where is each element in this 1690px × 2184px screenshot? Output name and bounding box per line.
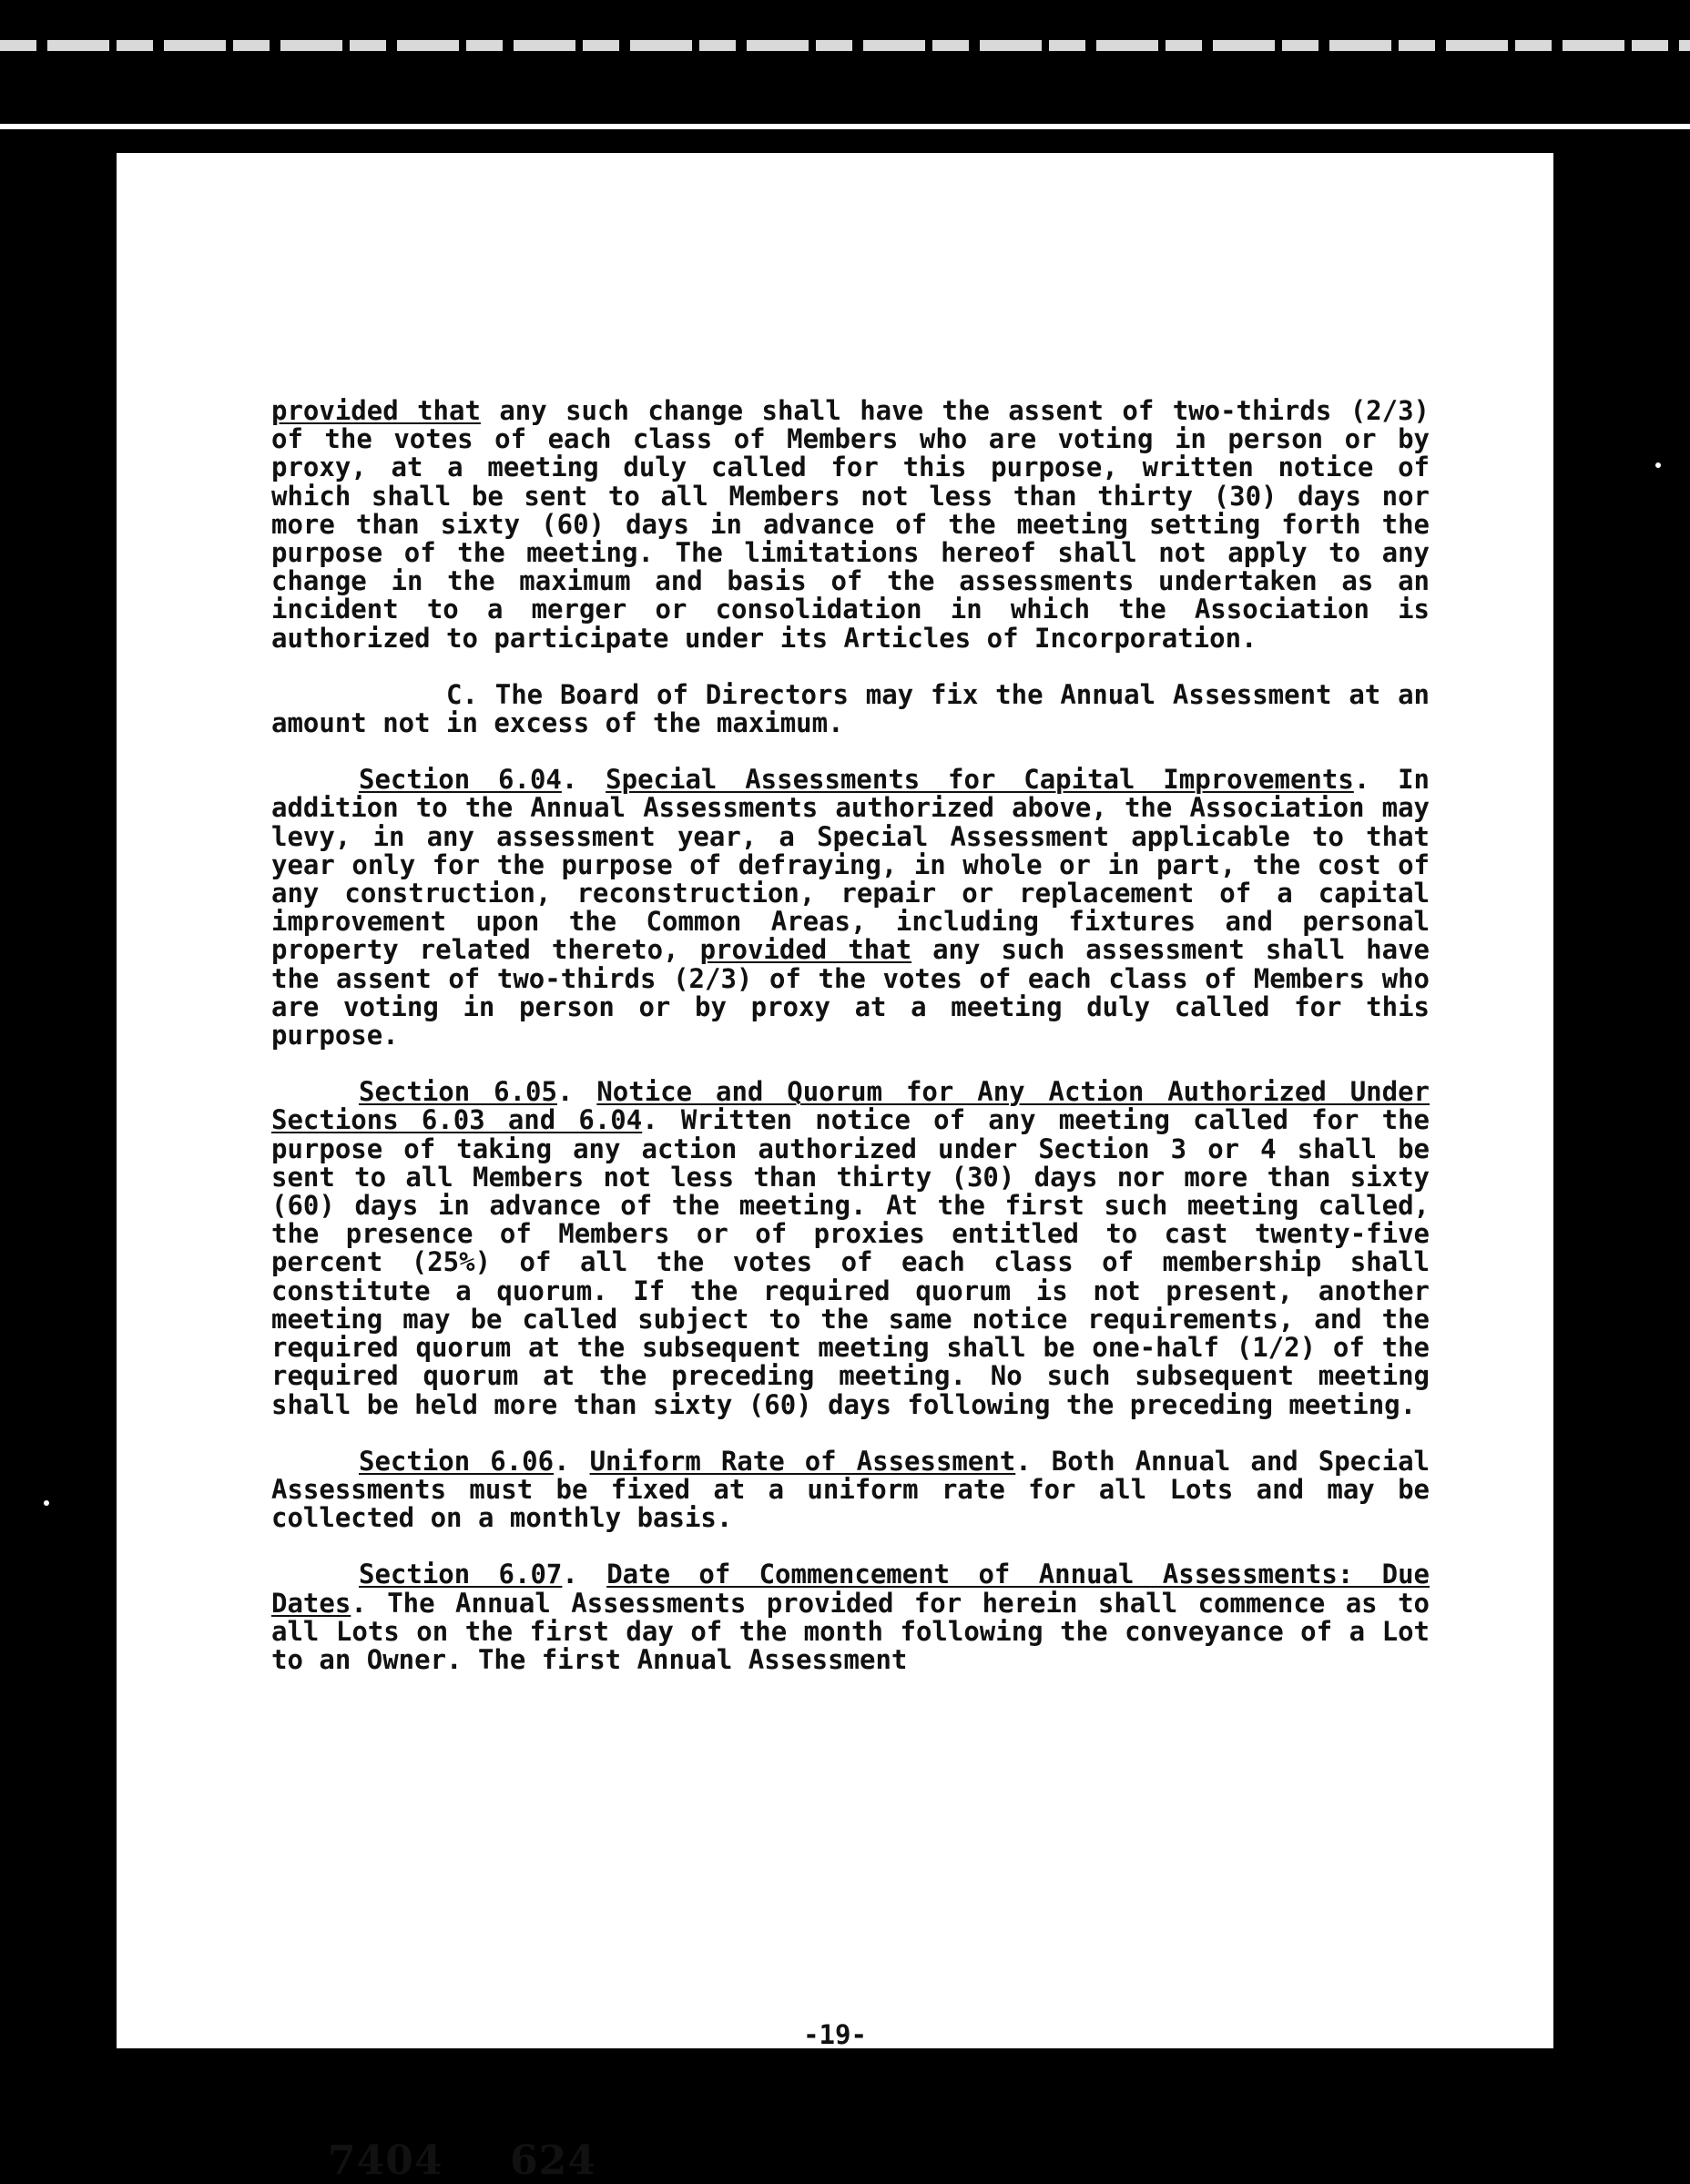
underlined-text: Section 6.06 [359,1445,555,1477]
scan-speck [1655,462,1661,468]
underlined-text: provided that [271,395,481,426]
paragraph-text: C. The Board of Directors may fix the Annual Assessment at an amount not in excess of the maximum. [271,678,1430,739]
recording-stamp-page: 624 [510,2138,596,2184]
paragraph [271,397,1430,653]
paragraph-text: . [561,764,606,796]
underlined-text: Special Assessments for Capital Improvements [606,764,1354,796]
underlined-text: Uniform Rate of Assessment [589,1445,1016,1477]
paragraph [271,1560,1430,1674]
page-number: -19- [803,2019,867,2050]
paragraph-text: any such change shall have the assent of two-thirds (2/3) of the votes of each class of Members who are voting in person or by proxy, at a meeting duly called for this purpose, written notice of which shall be sent to all Members not less than thirty (30) days nor more than sixty (60) days in advance of the meeting setting forth the purpose of the meeting. The limitations hereof shall not apply to any change in the maximum and basis of the assessments undertaken as an incident to a merger or consolidation in which the Association is authorized to participate under its Articles of Incorporation. [271,395,1430,654]
underlined-text: Section 6.05 [359,1076,557,1108]
paragraph-text: . [554,1445,590,1477]
recording-stamp-book: 7404 [328,2138,443,2184]
scan-speck [44,1500,49,1506]
document-page [117,153,1553,2184]
paragraph-text: . [556,1076,597,1108]
paragraph [271,1445,1430,1534]
document-body [271,397,1430,1702]
scan-top-border [0,0,1690,135]
underlined-text: Date of Commencement of Annual Assessments: Due Dates [271,1559,1430,1619]
underlined-text: Section 6.04 [359,764,562,796]
underlined-text: Notice and Quorum for Any Action Authorized Under Sections 6.03 and 6.04 [271,1076,1430,1136]
paragraph [271,766,1430,1050]
paragraph-text: . [562,1559,607,1590]
paragraph-text: . Written notice of any meeting called for the purpose of taking any action authorized under Section 3 or 4 shall be sent to all Members not less than thirty (30) days nor more than sixty (60) days in advance of the meeting. At the first such meeting called, the presence of Members or of proxies entitled to cast twenty-five percent (25%) of all the votes of each class of membership shall constitute a quorum. If the required quorum is not present, another meeting may be called subject to the same notice requirements, and the required quorum at the subsequent meeting shall be one-half (1/2) of the required quorum at the preceding meeting. No such subsequent meeting shall be held more than sixty (60) days following the preceding meeting. [271,1104,1430,1420]
paragraph-text: . The Annual Assessments provided for herein shall commence as to all Lots on the first day of the month following the conveyance of a Lot to an Owner. The first Annual Assessment [271,1587,1430,1675]
paragraph [271,1078,1430,1418]
paragraph-text: any such assessment shall have the assent of two-thirds (2/3) of the votes of each class of Members who are voting in person or by proxy at a meeting duly called for this purpose. [271,934,1430,1051]
paragraph [271,678,1430,739]
scan-artifact-streak [0,40,1690,51]
paragraph-text: . In addition to the Annual Assessments authorized above, the Association may levy, in any assessment year, a Special Assessment applicable to that year only for the purpose of defraying, in whole or in part, the cost of any construction, reconstruction, repair or replacement of a capital improvement upon the Common Areas, including fixtures and personal property related thereto, [271,764,1430,966]
scan-artifact-line [0,124,1690,129]
underlined-text: Section 6.07 [359,1559,563,1590]
underlined-text: provided that [699,934,912,966]
paragraph-text: . Both Annual and Special Assessments must be fixed at a uniform rate for all Lots and may be collected on a monthly basis. [271,1445,1430,1534]
